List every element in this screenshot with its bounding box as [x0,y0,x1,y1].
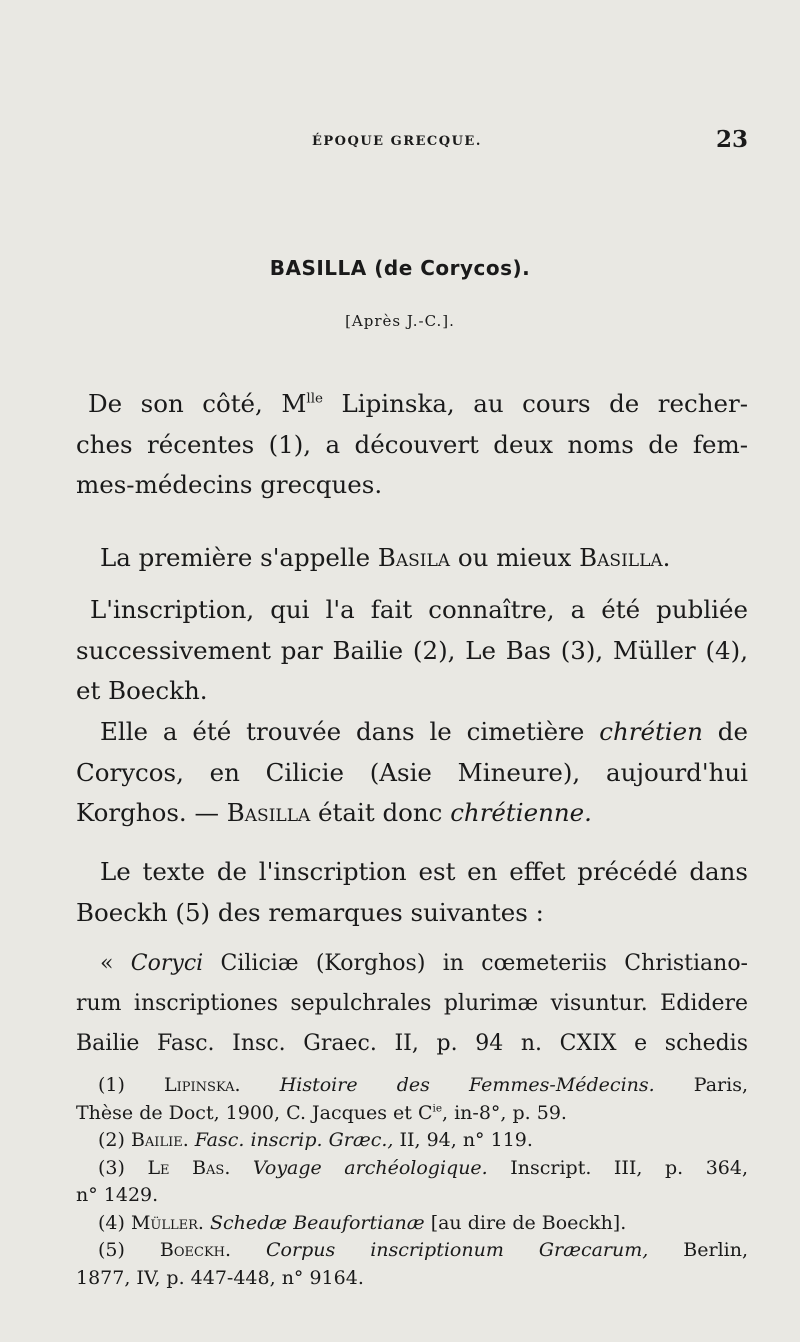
paragraph-5 [76,852,748,933]
running-head [0,126,800,156]
text-line: Bailie Fasc. Insc. Graec. II, p. 94 n. CXIX e schedis [76,1031,748,1056]
paragraph-4 [76,712,748,834]
latin-quotation [76,944,748,1064]
text-line: successivement par Bailie (2), Le Bas (3), Müller (4), [76,635,748,665]
footnote-2 [76,1127,748,1155]
text-line: Elle a été trouvée dans le cimetière chrétien de [100,717,748,746]
text-line: Boeckh (5) des remarques suivantes : [76,897,544,927]
text-line: (4) Müller. Schedæ Beaufortianæ [au dire de Boeckh]. [98,1211,627,1234]
text-line: rum inscriptiones sepulchrales plurimæ visuntur. Edidere [76,991,748,1016]
text-line: Corycos, en Cilicie (Asie Mineure), aujourd'hui [76,757,748,787]
paragraph-3 [76,590,748,712]
text-line: « Coryci Ciliciæ (Korghos) in cœmeteriis Christiano- [100,951,748,976]
text-line: De son côté, $M^{lle}$ Lipinska, au cours de recher- [88,389,748,418]
text-line: L'inscription, qui l'a fait connaître, a été publiée [90,595,748,624]
text-line: Thèse de Doct, 1900, C. Jacques et $C^{ie}$, in-8°, p. 59. [76,1101,567,1124]
heading-place: (de Corycos). [374,256,531,280]
page-number: 23 [716,126,749,153]
paragraph-1 [76,384,748,506]
text-line: ches récentes (1), a découvert deux noms de fem- [76,429,748,459]
text-line: (2) Bailie. Fasc. inscrip. Græc., II, 94, n° 119. [98,1129,533,1151]
section-date: [Après J.-C.]. [345,312,455,330]
text-line: La première s'appelle Basila ou mieux Basilla. [100,543,671,572]
running-title: ÉPOQUE GRECQUE. [312,134,482,149]
paragraph-2 [76,538,748,579]
footnote-5 [76,1237,748,1292]
text-line: (5) Boeckh. Corpus inscriptionum Græcarum, Berlin, [98,1239,749,1261]
text-line: 1877, IV, p. 447-448, n° 9164. [76,1266,364,1289]
footnote-4 [76,1210,748,1238]
footnotes [76,1072,748,1292]
text-line: Korghos. — Basilla était donc chrétienne. [76,798,592,827]
heading-name: BASILLA [269,256,367,280]
text-line: (1) Lipinska. Histoire des Femmes-Médecins. Paris, [98,1074,749,1096]
text-line: mes-médecins grecques. [76,470,383,499]
text-line: (3) Le Bas. Voyage archéologique. Inscript. III, p. 364, [98,1156,748,1179]
section-heading [0,256,800,280]
text-line: n° 1429. [76,1184,159,1206]
text-line: Le texte de l'inscription est en effet précédé dans [100,857,748,886]
footnote-1 [76,1072,748,1127]
footnote-3 [76,1155,748,1210]
text-line: et Boeckh. [76,676,208,705]
